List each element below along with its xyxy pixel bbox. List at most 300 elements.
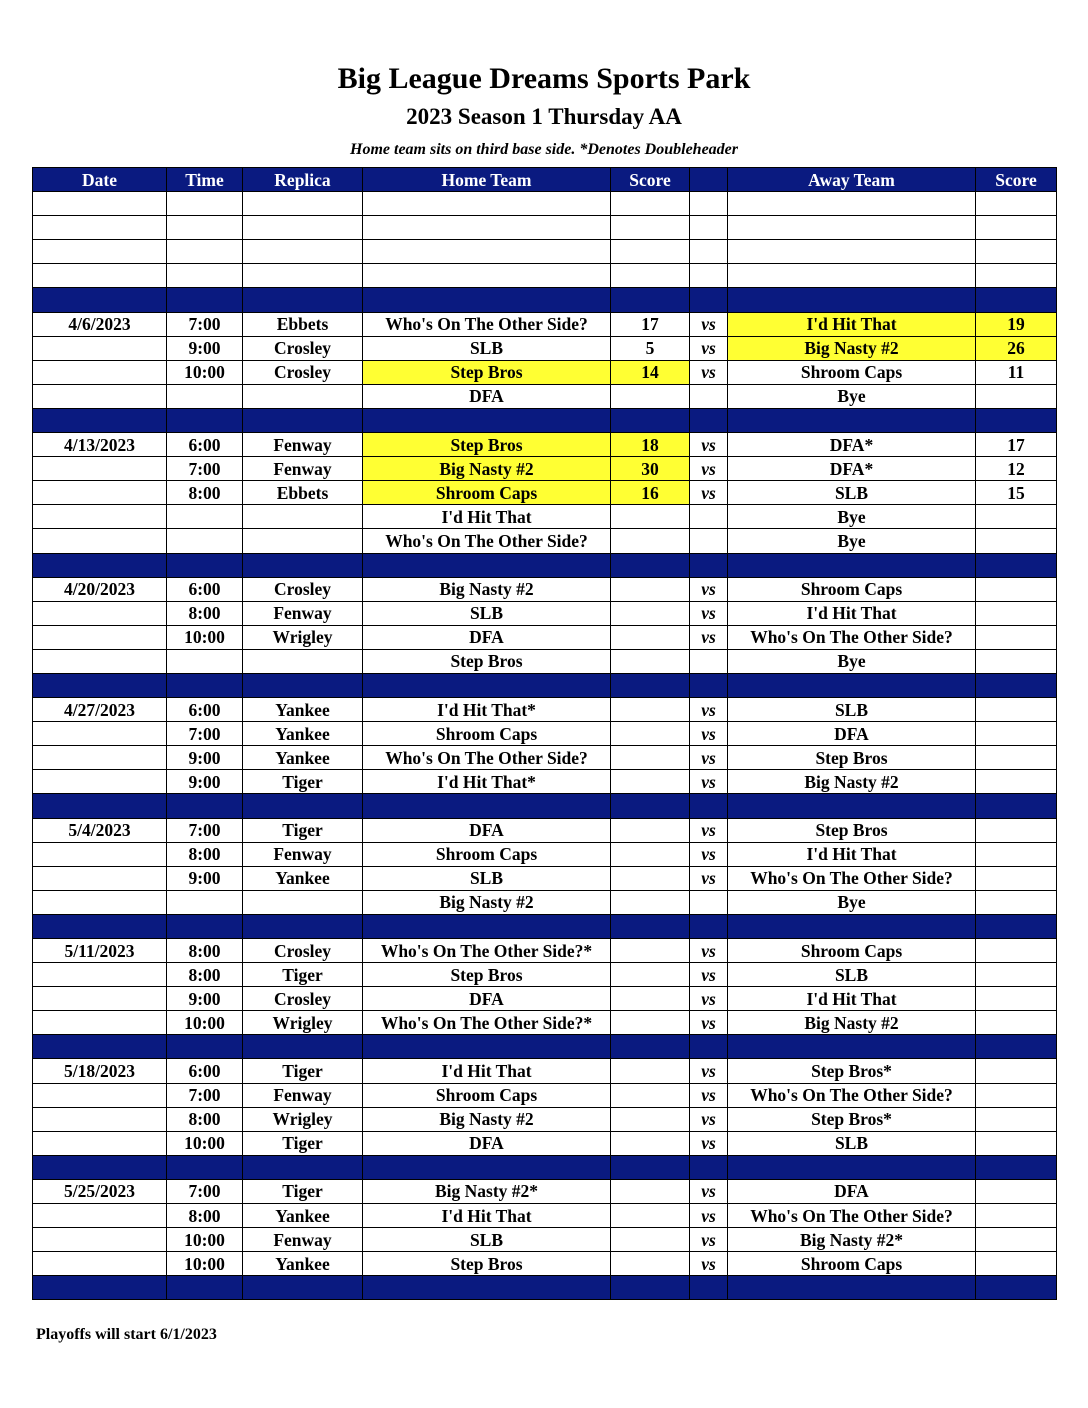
table-row [33,625,1057,649]
column-header-home-score: Score [611,168,690,192]
away-score-cell [976,288,1057,312]
home-team-cell: I'd Hit That* [363,770,611,794]
away-team-cell [728,408,976,432]
vs-cell: vs [690,987,728,1011]
home-score-cell [611,577,690,601]
away-team-cell [728,1035,976,1059]
home-team-cell: Shroom Caps [363,1083,611,1107]
table-row [33,1179,1057,1203]
table-row [33,746,1057,770]
away-score-cell [976,673,1057,697]
replica-cell: Tiger [243,1131,363,1155]
away-score-cell [976,216,1057,240]
time-cell: 10:00 [167,625,243,649]
vs-cell [690,553,728,577]
away-score-cell [976,1155,1057,1179]
away-team-cell: Step Bros [728,746,976,770]
table-row [33,360,1057,384]
home-team-cell: Who's On The Other Side? [363,312,611,336]
away-score-cell [976,1204,1057,1228]
table-row [33,601,1057,625]
date-cell: 4/13/2023 [33,433,167,457]
replica-cell [243,649,363,673]
replica-cell [243,192,363,216]
away-score-cell [976,1179,1057,1203]
replica-cell [243,288,363,312]
away-score-cell [976,408,1057,432]
away-team-cell: Shroom Caps [728,1252,976,1276]
replica-cell [243,794,363,818]
home-score-cell [611,216,690,240]
home-score-cell [611,264,690,288]
time-cell [167,216,243,240]
date-cell [33,457,167,481]
time-cell: 9:00 [167,336,243,360]
replica-cell [243,1276,363,1300]
away-score-cell [976,1276,1057,1300]
replica-cell: Tiger [243,1179,363,1203]
away-team-cell [728,1155,976,1179]
away-team-cell: Big Nasty #2 [728,1011,976,1035]
away-team-cell: DFA* [728,457,976,481]
away-team-cell: DFA* [728,433,976,457]
time-cell: 6:00 [167,433,243,457]
replica-cell [243,553,363,577]
away-score-cell [976,1011,1057,1035]
time-cell [167,192,243,216]
away-team-cell [728,553,976,577]
table-row [33,457,1057,481]
time-cell [167,1035,243,1059]
home-score-cell [611,1083,690,1107]
date-cell [33,1228,167,1252]
home-team-cell: Big Nasty #2 [363,577,611,601]
time-cell [167,553,243,577]
home-score-cell [611,939,690,963]
home-team-cell: Step Bros [363,963,611,987]
home-score-cell: 14 [611,360,690,384]
date-cell [33,384,167,408]
away-team-cell: Who's On The Other Side? [728,625,976,649]
home-team-cell: Who's On The Other Side? [363,746,611,770]
away-score-cell [976,1228,1057,1252]
time-cell [167,408,243,432]
week-separator-row [33,408,1057,432]
home-team-cell [363,240,611,264]
date-cell: 5/25/2023 [33,1179,167,1203]
vs-cell: vs [690,577,728,601]
replica-cell [243,240,363,264]
date-cell [33,842,167,866]
date-cell [33,794,167,818]
table-row [33,433,1057,457]
week-separator-row [33,288,1057,312]
vs-cell [690,1155,728,1179]
home-score-cell [611,408,690,432]
table-row [33,481,1057,505]
away-score-cell [976,818,1057,842]
home-team-cell: SLB [363,866,611,890]
away-score-cell [976,866,1057,890]
vs-cell: vs [690,601,728,625]
date-cell [33,673,167,697]
replica-cell: Crosley [243,577,363,601]
table-row [33,1204,1057,1228]
away-score-cell [976,601,1057,625]
home-score-cell [611,1155,690,1179]
replica-cell: Crosley [243,939,363,963]
home-score-cell: 18 [611,433,690,457]
date-cell: 5/11/2023 [33,939,167,963]
home-score-cell [611,1228,690,1252]
home-score-cell [611,553,690,577]
date-cell [33,360,167,384]
away-team-cell: DFA [728,722,976,746]
time-cell: 6:00 [167,698,243,722]
week-separator-row [33,794,1057,818]
away-team-cell: Shroom Caps [728,939,976,963]
week-separator-row [33,914,1057,938]
page-subtitle: 2023 Season 1 Thursday AA [406,104,682,129]
column-header-vs [690,168,728,192]
date-cell [33,408,167,432]
away-score-cell [976,505,1057,529]
table-row [33,698,1057,722]
home-score-cell [611,914,690,938]
away-team-cell: Shroom Caps [728,360,976,384]
vs-cell: vs [690,457,728,481]
home-score-cell [611,529,690,553]
date-cell [33,963,167,987]
table-row [33,866,1057,890]
vs-cell [690,216,728,240]
week-separator-row [33,673,1057,697]
home-team-cell: I'd Hit That [363,505,611,529]
vs-cell: vs [690,1107,728,1131]
vs-cell: vs [690,1083,728,1107]
replica-cell: Ebbets [243,312,363,336]
home-score-cell [611,1204,690,1228]
date-cell [33,553,167,577]
vs-cell: vs [690,625,728,649]
table-row [33,384,1057,408]
time-cell [167,288,243,312]
home-team-cell: SLB [363,336,611,360]
empty-row [33,216,1057,240]
away-team-cell: Big Nasty #2 [728,336,976,360]
replica-cell [243,264,363,288]
home-score-cell: 5 [611,336,690,360]
home-score-cell [611,987,690,1011]
home-score-cell [611,1059,690,1083]
away-score-cell [976,1035,1057,1059]
home-team-cell [363,192,611,216]
replica-cell [243,384,363,408]
home-team-cell: DFA [363,987,611,1011]
home-score-cell: 16 [611,481,690,505]
home-team-cell: SLB [363,1228,611,1252]
vs-cell [690,264,728,288]
vs-cell: vs [690,939,728,963]
home-team-cell: Step Bros [363,360,611,384]
vs-cell: vs [690,1011,728,1035]
replica-cell: Yankee [243,866,363,890]
replica-cell [243,216,363,240]
time-cell [167,1276,243,1300]
time-cell: 10:00 [167,1252,243,1276]
replica-cell: Crosley [243,360,363,384]
home-team-cell [363,914,611,938]
vs-cell [690,649,728,673]
replica-cell: Yankee [243,1204,363,1228]
table-row [33,963,1057,987]
away-score-cell: 12 [976,457,1057,481]
away-team-cell [728,216,976,240]
vs-cell: vs [690,1179,728,1203]
home-score-cell [611,866,690,890]
replica-cell: Tiger [243,818,363,842]
time-cell: 10:00 [167,1131,243,1155]
home-score-cell: 17 [611,312,690,336]
date-cell [33,1131,167,1155]
vs-cell: vs [690,818,728,842]
vs-cell: vs [690,842,728,866]
replica-cell: Tiger [243,770,363,794]
table-row [33,529,1057,553]
vs-cell [690,1035,728,1059]
vs-cell: vs [690,1252,728,1276]
away-team-cell: I'd Hit That [728,987,976,1011]
time-cell: 7:00 [167,818,243,842]
away-score-cell [976,987,1057,1011]
away-score-cell: 19 [976,312,1057,336]
time-cell: 7:00 [167,722,243,746]
date-cell [33,1155,167,1179]
away-team-cell: Bye [728,890,976,914]
page-note: Home team sits on third base side. *Denotes Doubleheader [350,141,738,158]
replica-cell: Wrigley [243,1011,363,1035]
date-cell [33,216,167,240]
time-cell: 10:00 [167,360,243,384]
vs-cell: vs [690,698,728,722]
time-cell [167,649,243,673]
vs-cell [690,384,728,408]
date-cell [33,481,167,505]
away-team-cell: I'd Hit That [728,601,976,625]
away-team-cell [728,288,976,312]
away-team-cell: Step Bros* [728,1059,976,1083]
home-score-cell [611,288,690,312]
away-score-cell [976,890,1057,914]
replica-cell: Yankee [243,1252,363,1276]
vs-cell: vs [690,1228,728,1252]
home-score-cell [611,794,690,818]
date-cell [33,746,167,770]
vs-cell: vs [690,312,728,336]
home-score-cell [611,1179,690,1203]
vs-cell [690,673,728,697]
home-score-cell [611,818,690,842]
away-team-cell: SLB [728,963,976,987]
replica-cell: Crosley [243,987,363,1011]
home-team-cell [363,288,611,312]
time-cell [167,240,243,264]
column-header-date: Date [33,168,167,192]
home-score-cell [611,963,690,987]
table-row [33,1252,1057,1276]
vs-cell [690,192,728,216]
replica-cell: Yankee [243,746,363,770]
vs-cell: vs [690,1204,728,1228]
away-team-cell: Bye [728,505,976,529]
home-team-cell: Step Bros [363,649,611,673]
replica-cell [243,1155,363,1179]
replica-cell: Fenway [243,457,363,481]
home-score-cell [611,192,690,216]
away-team-cell: Step Bros [728,818,976,842]
table-row [33,1011,1057,1035]
time-cell: 7:00 [167,1083,243,1107]
week-separator-row [33,1155,1057,1179]
away-score-cell [976,1252,1057,1276]
replica-cell: Fenway [243,433,363,457]
vs-cell: vs [690,770,728,794]
away-score-cell [976,746,1057,770]
home-score-cell [611,842,690,866]
time-cell [167,384,243,408]
time-cell: 6:00 [167,577,243,601]
vs-cell: vs [690,360,728,384]
home-score-cell [611,722,690,746]
week-separator-row [33,553,1057,577]
away-score-cell: 26 [976,336,1057,360]
table-row [33,505,1057,529]
empty-row [33,264,1057,288]
table-row [33,842,1057,866]
home-score-cell [611,770,690,794]
column-header-away-team: Away Team [728,168,976,192]
home-team-cell [363,794,611,818]
home-team-cell [363,408,611,432]
home-score-cell [611,649,690,673]
replica-cell: Yankee [243,698,363,722]
away-team-cell: Bye [728,649,976,673]
time-cell: 8:00 [167,939,243,963]
away-team-cell: Shroom Caps [728,577,976,601]
away-score-cell [976,240,1057,264]
vs-cell: vs [690,746,728,770]
vs-cell [690,794,728,818]
table-row [33,577,1057,601]
away-score-cell [976,794,1057,818]
replica-cell [243,505,363,529]
home-team-cell: Who's On The Other Side?* [363,939,611,963]
date-cell [33,264,167,288]
away-team-cell [728,914,976,938]
schedule-table [32,167,1057,1300]
away-score-cell [976,1083,1057,1107]
vs-cell: vs [690,963,728,987]
away-score-cell [976,577,1057,601]
vs-cell: vs [690,481,728,505]
table-row [33,1228,1057,1252]
time-cell: 8:00 [167,481,243,505]
away-score-cell [976,529,1057,553]
home-team-cell: Step Bros [363,433,611,457]
away-team-cell: SLB [728,1131,976,1155]
home-team-cell: Big Nasty #2 [363,1107,611,1131]
home-team-cell: Big Nasty #2 [363,890,611,914]
vs-cell [690,529,728,553]
home-team-cell: Shroom Caps [363,722,611,746]
empty-row [33,240,1057,264]
date-cell [33,529,167,553]
date-cell [33,866,167,890]
home-team-cell: DFA [363,384,611,408]
date-cell [33,625,167,649]
away-team-cell: Who's On The Other Side? [728,866,976,890]
replica-cell [243,1035,363,1059]
page-title: Big League Dreams Sports Park [337,62,751,95]
table-row [33,1083,1057,1107]
time-cell: 10:00 [167,1228,243,1252]
column-header-replica: Replica [243,168,363,192]
vs-cell [690,408,728,432]
home-score-cell: 30 [611,457,690,481]
column-header-time: Time [167,168,243,192]
date-cell [33,914,167,938]
column-header-away-score: Score [976,168,1057,192]
table-row [33,987,1057,1011]
home-team-cell [363,1155,611,1179]
away-team-cell: Big Nasty #2 [728,770,976,794]
home-score-cell [611,1107,690,1131]
home-team-cell [363,553,611,577]
away-score-cell [976,192,1057,216]
home-team-cell [363,1276,611,1300]
away-score-cell [976,1059,1057,1083]
table-row [33,336,1057,360]
time-cell: 8:00 [167,1204,243,1228]
week-separator-row [33,1276,1057,1300]
home-score-cell [611,625,690,649]
home-team-cell [363,1035,611,1059]
replica-cell [243,914,363,938]
date-cell [33,1035,167,1059]
home-score-cell [611,1276,690,1300]
replica-cell: Wrigley [243,625,363,649]
date-cell [33,770,167,794]
home-team-cell: DFA [363,818,611,842]
date-cell [33,336,167,360]
table-row [33,1059,1057,1083]
time-cell [167,505,243,529]
date-cell [33,505,167,529]
home-score-cell [611,698,690,722]
date-cell: 5/18/2023 [33,1059,167,1083]
date-cell: 5/4/2023 [33,818,167,842]
home-team-cell: Step Bros [363,1252,611,1276]
table-row [33,1107,1057,1131]
away-score-cell [976,770,1057,794]
away-score-cell [976,722,1057,746]
home-team-cell: DFA [363,1131,611,1155]
column-header-home-team: Home Team [363,168,611,192]
away-score-cell [976,1131,1057,1155]
table-row [33,1131,1057,1155]
home-score-cell [611,1252,690,1276]
replica-cell [243,673,363,697]
